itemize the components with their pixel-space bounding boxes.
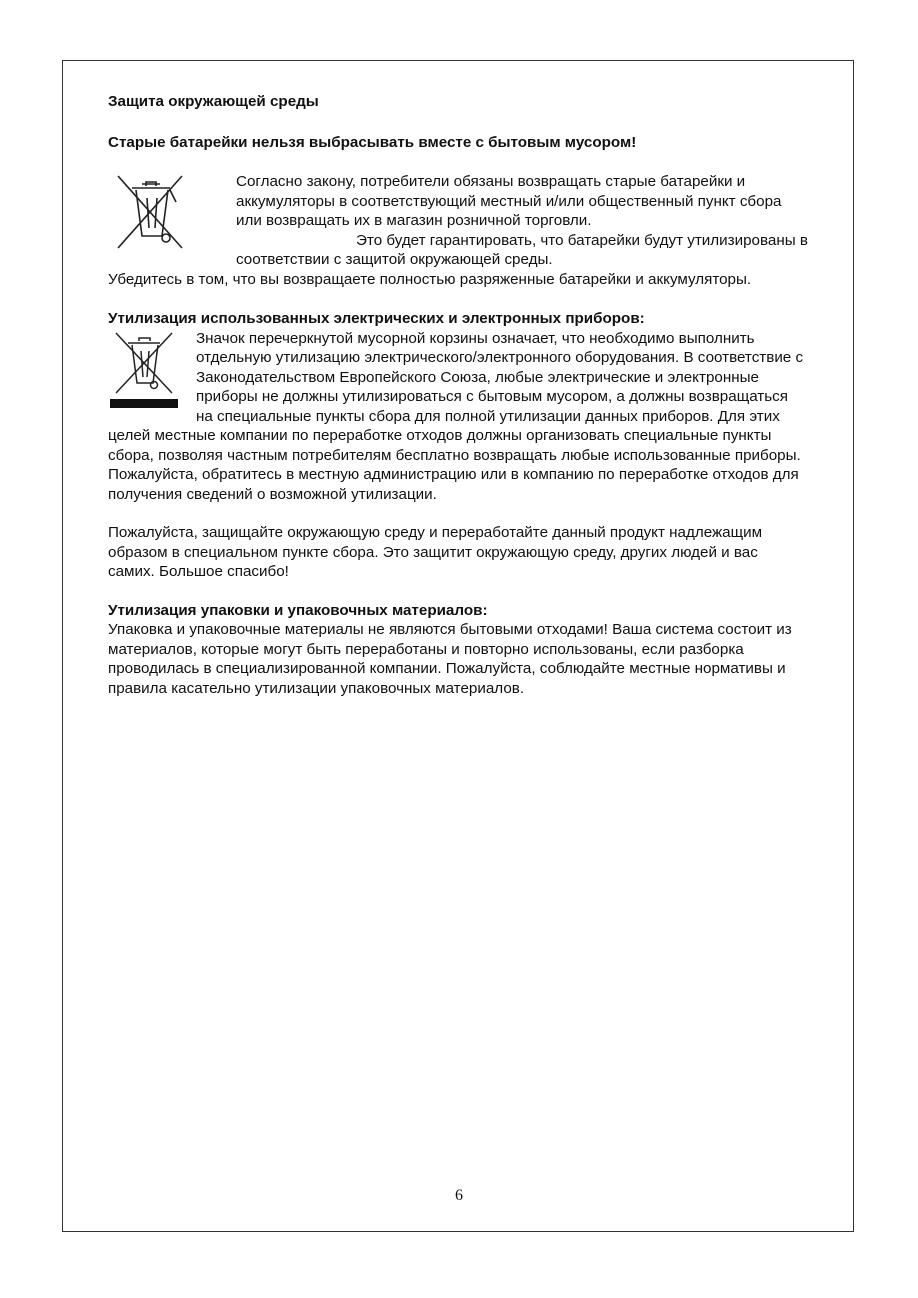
- recycle-text: Пожалуйста, защищайте окружающую среду и переработайте данный продукт надлежащим образом в специальном пункте сбора. Это защитит окружающую среду, других людей и вас самих. Большое спасибо!: [108, 524, 763, 580]
- packaging-heading: Утилизация упаковки и упаковочных материалов:: [108, 601, 488, 619]
- weee-heading: Утилизация использованных электрических и электронных приборов:: [108, 310, 645, 327]
- battery-text-2: Это будет гарантировать, что батарейки будут утилизированы в соответствии с защитой окружающей среды.: [236, 231, 808, 268]
- battery-warning: Старые батарейки нельзя выбрасывать вместе с бытовым мусором!: [108, 133, 637, 151]
- crossed-bin-with-bar-icon: [108, 331, 182, 411]
- weee-text: Значок перечеркнутой мусорной корзины означает, что необходимо выполнить отдельную утилизацию электрического/электронного оборудования. В соответствие с Законодательством Европейского Союза, любые электрические и электронные приборы не должны утилизироваться с бытовым мусором, а должны возвращаться на специальные пункты сбора для полной утилизации данных приборов. Для этих целей местные компании по переработке отходов должны организовать специальные пункты сбора, позволяя частным потребителям бесплатно возвращать любые использованные приборы. Пожалуйста, обратитесь в местную администрацию или в компанию по переработке отходов для получения сведений о возможной утилизации.: [108, 329, 804, 503]
- battery-text-1: Согласно закону, потребители обязаны возвращать старые батарейки и аккумуляторы в соответствующий местный и/или общественный пункт сбора или возвращать их в магазин розничной торговли.: [236, 173, 782, 229]
- battery-section: [108, 172, 808, 289]
- crossed-bin-icon: [116, 172, 190, 252]
- page-number: 6: [455, 1187, 463, 1204]
- battery-text-3: Убедитесь в том, что вы возвращаете полностью разряженные батарейки и аккумуляторы.: [108, 270, 752, 288]
- packaging-text: Упаковка и упаковочные материалы не являются бытовыми отходами! Ваша система состоит из материалов, которые могут быть переработаны и повторно использованы, если разборка проводилась в специализированной компании. Пожалуйста, соблюдайте местные нормативы и правила касательно утилизации упаковочных материалов.: [108, 621, 792, 697]
- document-body: [108, 92, 808, 698]
- section-title: Защита окружающей среды: [108, 93, 319, 110]
- weee-section: [108, 329, 808, 505]
